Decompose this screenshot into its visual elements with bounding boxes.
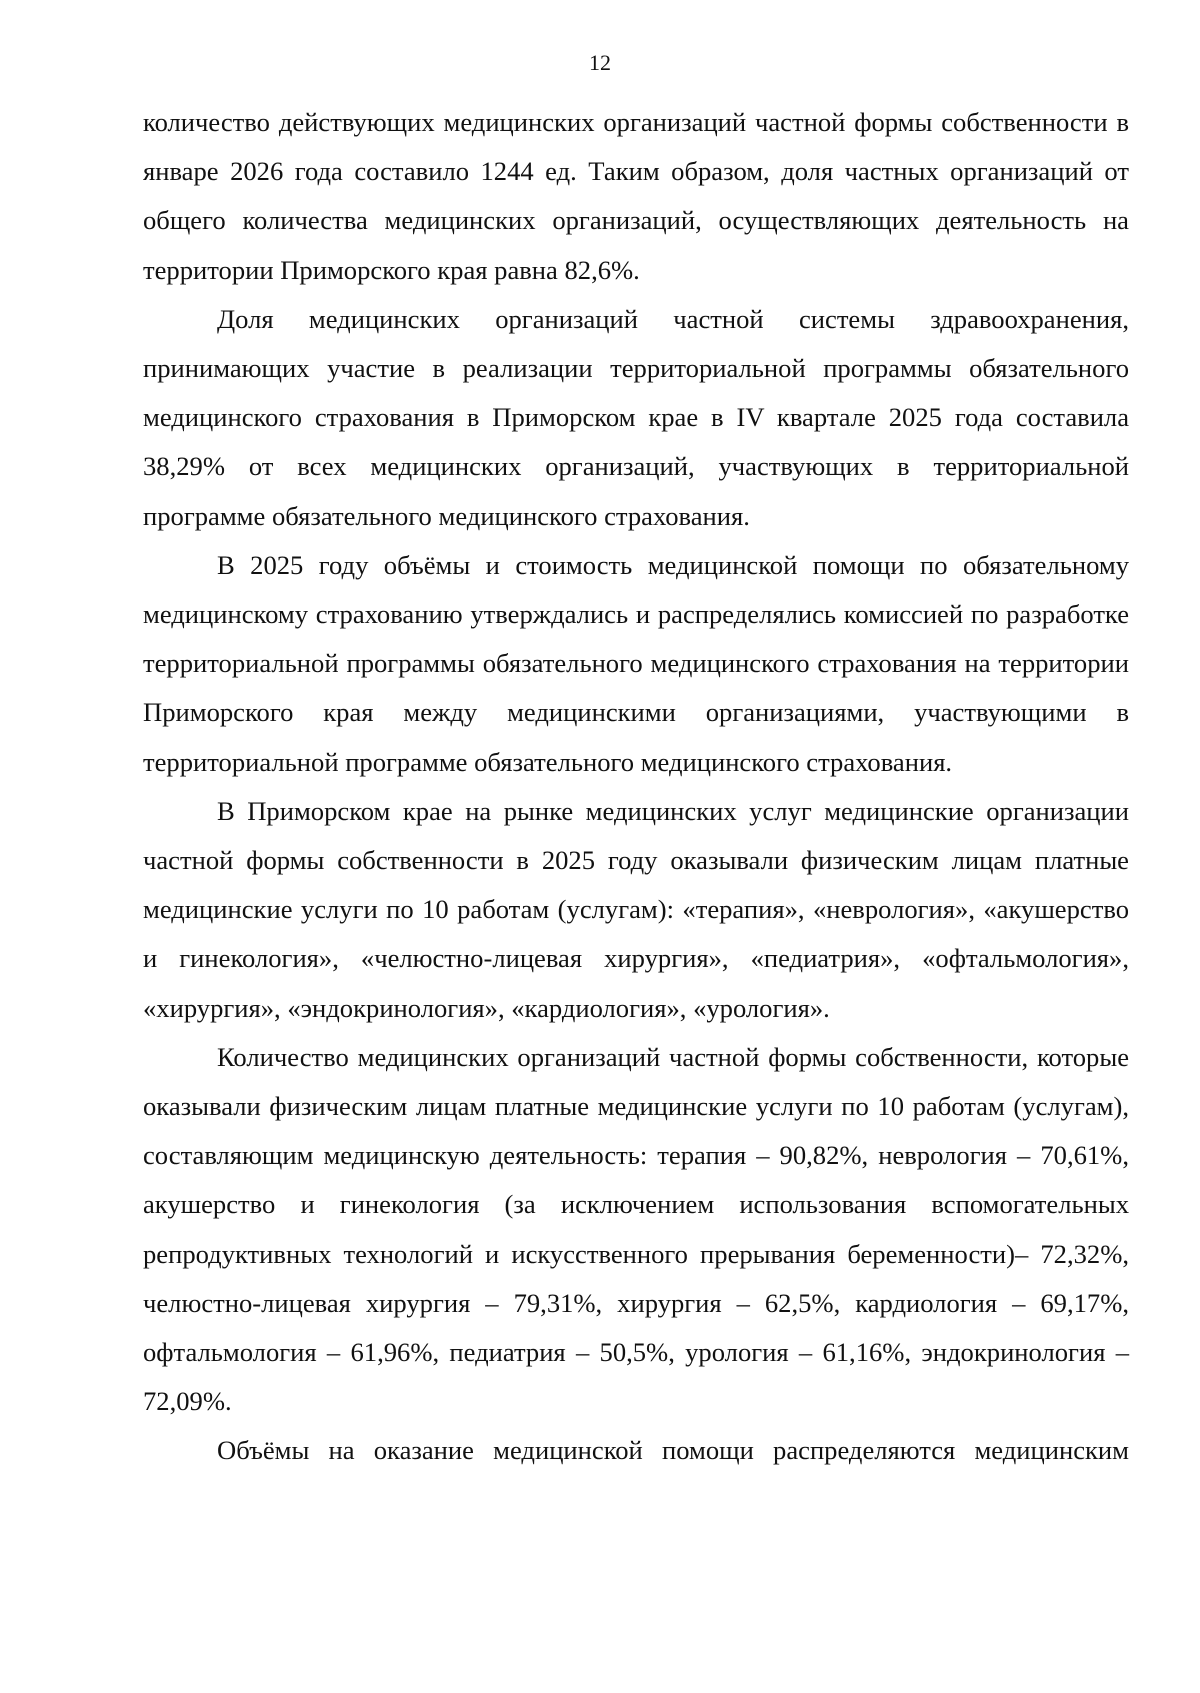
paragraph-private-organizations-count: количество действующих медицинских организаций частной формы собственности в январе 2026 года составило 1244 ед. Таким образом, доля частных организаций от общего количества медицинских организаций, осуществляющих деятельность на территории Приморского края равна 82,6%.: [143, 107, 1129, 285]
paragraph-paid-services-list: В Приморском крае на рынке медицинских услуг медицинские организации частной формы собственности в 2025 году оказывали физическим лицам платные медицинские услуги по 10 работам (услугам): «терапия», «неврология», «акушерство и гинекология», «челюстно-лицевая хирургия», «педиатрия», «офтальмология», «хирургия», «эндокринология», «кардиология», «урология».: [143, 795, 1129, 1023]
paragraph-oms-participation-share: Доля медицинских организаций частной системы здравоохранения, принимающих участие в реализации территориальной программы обязательного медицинского страхования в Приморском крае в IV квартале 2025 года составила 38,29% от всех медицинских организаций, участвующих в территориальной программе обязательного медицинского страхования.: [143, 303, 1129, 531]
paragraph-paid-services-percentages: Количество медицинских организаций частной формы собственности, которые оказывали физическим лицам платные медицинские услуги по 10 работам (услугам), составляющим медицинскую деятельность: терапия – 90,82%, неврология – 70,61%, акушерство и гинекология (за исключением использования вспомогательных репродуктивных технологий и искусственного прерывания беременности)– 72,32%, челюстно-лицевая хирургия – 79,31%, хирургия – 62,5%, кардиология – 69,17%, офтальмология – 61,96%, педиатрия – 50,5%, урология – 61,16%, эндокринология – 72,09%.: [143, 1041, 1129, 1417]
page-number: 12: [589, 50, 611, 75]
paragraph-volumes-continuation: Объёмы на оказание медицинской помощи распределяются медицинским: [217, 1435, 1129, 1466]
paragraph-oms-volumes-distribution: В 2025 году объёмы и стоимость медицинской помощи по обязательному медицинскому страхованию утверждались и распределялись комиссией по разработке территориальной программы обязательного медицинского страхования на территории Приморского края между медицинскими организациями, участвующими в территориальной программе обязательного медицинского страхования.: [143, 549, 1129, 777]
document-body: [143, 98, 1129, 1476]
